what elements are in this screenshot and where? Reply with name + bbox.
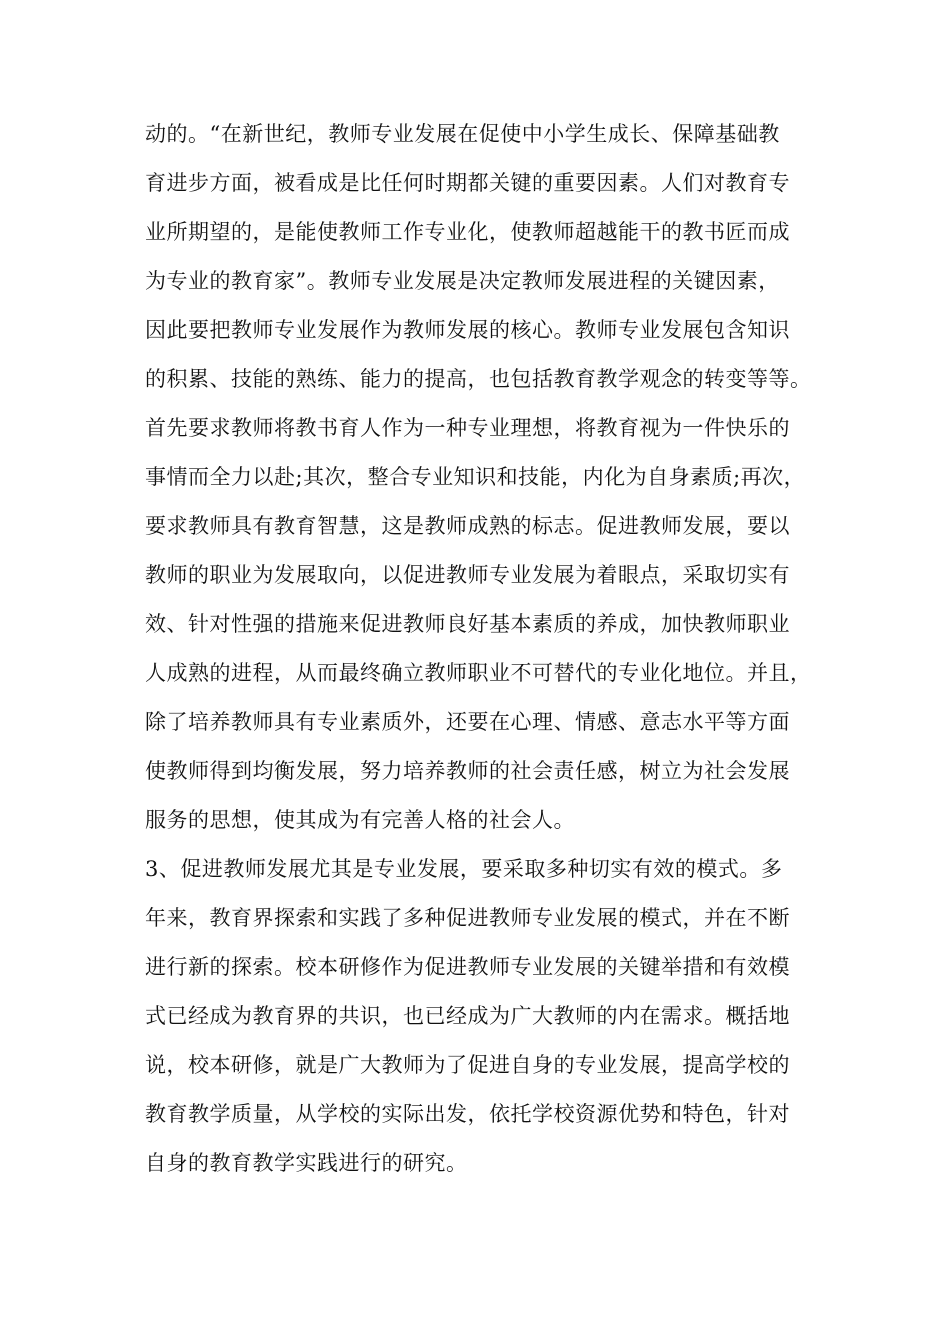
text-line: 说，校本研修，就是广大教师为了促进自身的专业发展，提高学校的: [145, 1053, 790, 1077]
text-line: 为专业的教育家”。教师专业发展是决定教师发展进程的关键因素，: [145, 269, 780, 293]
text-line: 进行新的探索。校本研修作为促进教师专业发展的关键举措和有效模: [145, 955, 790, 979]
text-line: 首先要求教师将教书育人作为一种专业理想，将教育视为一件快乐的: [145, 416, 790, 440]
text-line: 业所期望的，是能使教师工作专业化，使教师超越能干的教书匠而成: [145, 220, 790, 244]
text-line: 因此要把教师专业发展作为教师发展的核心。教师专业发展包含知识: [145, 318, 790, 342]
text-line: 使教师得到均衡发展，努力培养教师的社会责任感，树立为社会发展: [145, 759, 790, 783]
text-line: 效、针对性强的措施来促进教师良好基本素质的养成，加快教师职业: [145, 612, 790, 636]
text-line: 式已经成为教育界的共识，也已经成为广大教师的内在需求。概括地: [145, 1004, 790, 1028]
text-line: 教育教学质量，从学校的实际出发，依托学校资源优势和特色，针对: [145, 1102, 790, 1126]
text-line: 人成熟的进程，从而最终确立教师职业不可替代的专业化地位。并且，: [145, 661, 812, 685]
text-line: 育进步方面，被看成是比任何时期都关键的重要因素。人们对教育专: [145, 171, 790, 195]
text-line: 年来，教育界探索和实践了多种促进教师专业发展的模式，并在不断: [145, 906, 790, 930]
text-line: 自身的教育教学实践进行的研究。: [145, 1151, 468, 1175]
text-line: 要求教师具有教育智慧，这是教师成熟的标志。促进教师发展，要以: [145, 514, 790, 538]
text-line: 3、促进教师发展尤其是专业发展，要采取多种切实有效的模式。多: [145, 857, 783, 881]
text-line: 服务的思想，使其成为有完善人格的社会人。: [145, 808, 575, 832]
text-line: 动的。“在新世纪，教师专业发展在促使中小学生成长、保障基础教: [145, 122, 780, 146]
text-line: 除了培养教师具有专业素质外，还要在心理、情感、意志水平等方面: [145, 710, 790, 734]
text-line: 教师的职业为发展取向，以促进教师专业发展为着眼点，采取切实有: [145, 563, 790, 587]
text-line: 事情而全力以赴;其次，整合专业知识和技能，内化为自身素质;再次，: [145, 465, 806, 489]
text-line: 的积累、技能的熟练、能力的提高，也包括教育教学观念的转变等等。: [145, 367, 812, 391]
